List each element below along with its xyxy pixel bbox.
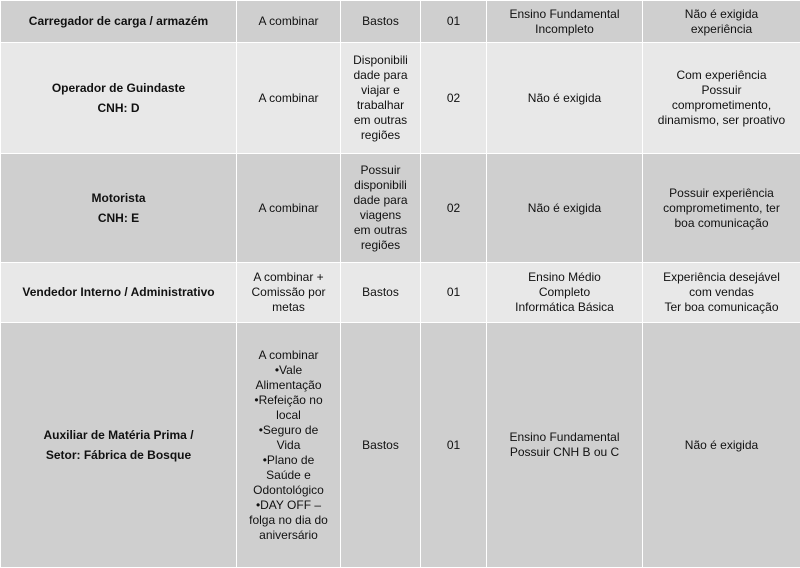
role-text: Auxiliar de Matéria Prima / [5, 428, 232, 443]
role-text: Motorista [5, 191, 232, 206]
experience-text: Ter boa comunicação [647, 300, 796, 315]
experience-text: boa comunicação [647, 216, 796, 231]
education-text: Não é exigida [491, 201, 638, 216]
education-cell [487, 263, 643, 323]
pay-cell [237, 1, 341, 43]
role-text: CNH: D [5, 101, 232, 116]
education-cell [487, 154, 643, 263]
count-cell [421, 263, 487, 323]
role-cell [1, 323, 237, 568]
pay-text: Odontológico [241, 483, 336, 498]
availability-cell [341, 154, 421, 263]
pay-text: •Vale [241, 363, 336, 378]
education-text: Incompleto [491, 22, 638, 37]
role-cell [1, 263, 237, 323]
pay-text: Comissão por [241, 285, 336, 300]
experience-text: comprometimento, [647, 98, 796, 113]
availability-text: Bastos [345, 285, 416, 300]
pay-cell [237, 43, 341, 154]
count-text: 01 [425, 285, 482, 300]
count-cell [421, 43, 487, 154]
table-row [1, 43, 800, 154]
experience-cell [643, 1, 800, 43]
table-row [1, 263, 800, 323]
pay-text: •Seguro de [241, 423, 336, 438]
availability-text: disponibili [345, 178, 416, 193]
pay-text: •DAY OFF – [241, 498, 336, 513]
experience-text: dinamismo, ser proativo [647, 113, 796, 128]
education-cell [487, 323, 643, 568]
availability-cell [341, 43, 421, 154]
experience-text: comprometimento, ter [647, 201, 796, 216]
experience-text: com vendas [647, 285, 796, 300]
pay-text: local [241, 408, 336, 423]
count-cell [421, 1, 487, 43]
availability-text: regiões [345, 128, 416, 143]
pay-text: •Plano de [241, 453, 336, 468]
role-text: Carregador de carga / armazém [5, 14, 232, 29]
education-text: Ensino Fundamental [491, 7, 638, 22]
experience-cell [643, 43, 800, 154]
availability-text: dade para [345, 68, 416, 83]
pay-text: •Refeição no [241, 393, 336, 408]
education-text: Ensino Fundamental [491, 430, 638, 445]
availability-text: em outras [345, 223, 416, 238]
education-text: Possuir CNH B ou C [491, 445, 638, 460]
pay-text: Saúde e [241, 468, 336, 483]
experience-text: Com experiência [647, 68, 796, 83]
experience-text: Possuir experiência [647, 186, 796, 201]
table-row [1, 323, 800, 568]
education-text: Completo [491, 285, 638, 300]
availability-text: dade para [345, 193, 416, 208]
education-cell [487, 43, 643, 154]
pay-cell [237, 263, 341, 323]
pay-text: Vida [241, 438, 336, 453]
pay-text: A combinar [241, 91, 336, 106]
availability-text: trabalhar [345, 98, 416, 113]
availability-text: viajar e [345, 83, 416, 98]
table-row [1, 1, 800, 43]
pay-text: folga no dia do [241, 513, 336, 528]
availability-text: Disponibili [345, 53, 416, 68]
role-text: Operador de Guindaste [5, 81, 232, 96]
availability-text: Bastos [345, 14, 416, 29]
pay-text: A combinar [241, 14, 336, 29]
experience-cell [643, 154, 800, 263]
availability-text: regiões [345, 238, 416, 253]
role-text: Vendedor Interno / Administrativo [5, 285, 232, 300]
count-text: 01 [425, 438, 482, 453]
role-text: CNH: E [5, 211, 232, 226]
role-cell [1, 154, 237, 263]
experience-text: experiência [647, 22, 796, 37]
role-text: Setor: Fábrica de Bosque [5, 448, 232, 463]
availability-cell [341, 263, 421, 323]
count-text: 02 [425, 91, 482, 106]
count-text: 01 [425, 14, 482, 29]
pay-cell [237, 154, 341, 263]
experience-text: Não é exigida [647, 438, 796, 453]
pay-text: A combinar + [241, 270, 336, 285]
job-openings-body [1, 1, 800, 568]
experience-text: Possuir [647, 83, 796, 98]
availability-text: Bastos [345, 438, 416, 453]
pay-text: A combinar [241, 201, 336, 216]
availability-text: viagens [345, 208, 416, 223]
availability-cell [341, 323, 421, 568]
experience-text: Não é exigida [647, 7, 796, 22]
pay-text: metas [241, 300, 336, 315]
count-cell [421, 154, 487, 263]
pay-text: aniversário [241, 528, 336, 543]
pay-text: A combinar [241, 348, 336, 363]
education-text: Informática Básica [491, 300, 638, 315]
role-cell [1, 43, 237, 154]
experience-cell [643, 323, 800, 568]
pay-text: Alimentação [241, 378, 336, 393]
education-text: Não é exigida [491, 91, 638, 106]
education-text: Ensino Médio [491, 270, 638, 285]
availability-text: Possuir [345, 163, 416, 178]
table-row [1, 154, 800, 263]
experience-cell [643, 263, 800, 323]
pay-cell [237, 323, 341, 568]
availability-cell [341, 1, 421, 43]
role-cell [1, 1, 237, 43]
count-text: 02 [425, 201, 482, 216]
count-cell [421, 323, 487, 568]
education-cell [487, 1, 643, 43]
experience-text: Experiência desejável [647, 270, 796, 285]
availability-text: em outras [345, 113, 416, 128]
